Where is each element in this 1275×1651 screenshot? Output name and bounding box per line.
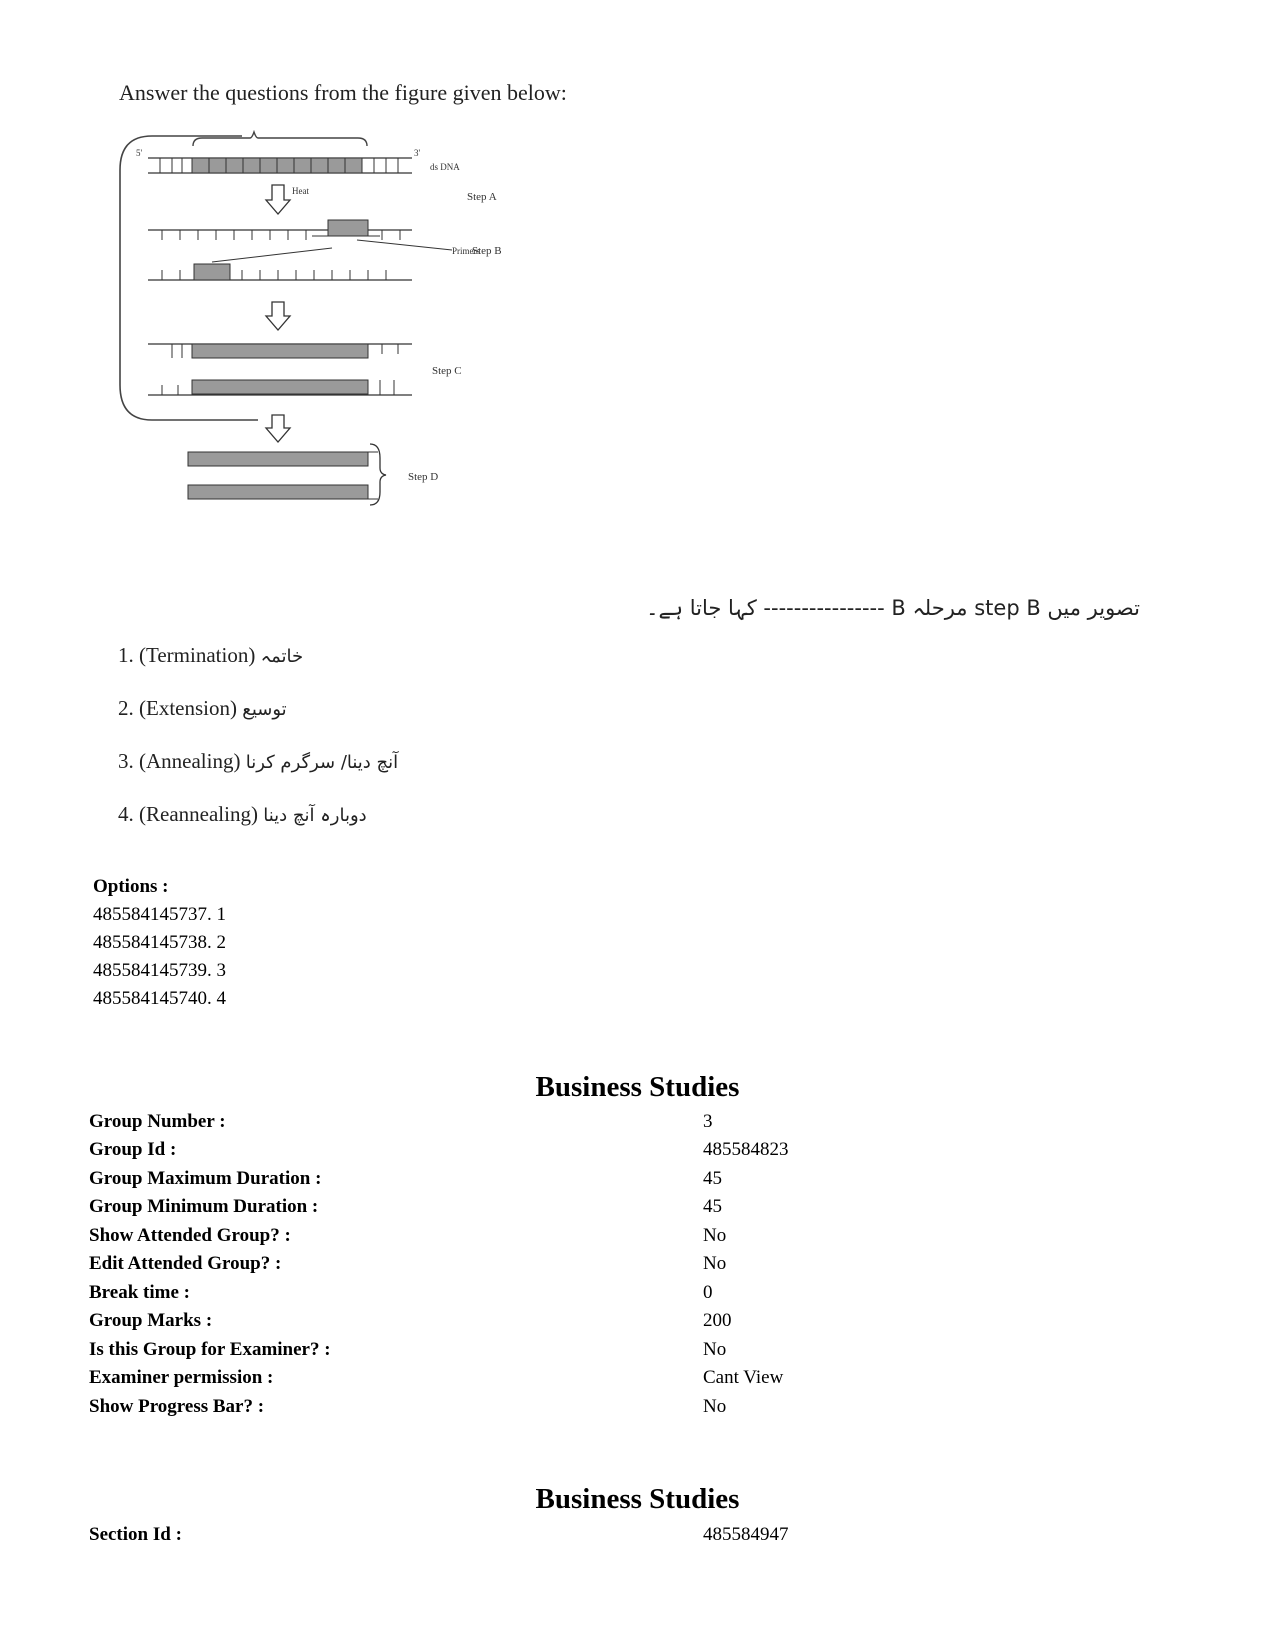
label-primers: Primers xyxy=(452,246,480,256)
label-step-b: Step B xyxy=(472,245,502,257)
label-heat: Heat xyxy=(292,186,309,196)
down-arrow-icon xyxy=(266,415,290,442)
examiner-group-value: No xyxy=(703,1339,727,1360)
label-5prime: 5' xyxy=(136,148,143,158)
section-id-value: 485584947 xyxy=(703,1524,789,1545)
group-title: Business Studies xyxy=(535,1071,740,1103)
choice-2: 2. (Extension) توسیع xyxy=(118,696,287,720)
edit-attended-label: Edit Attended Group? : xyxy=(89,1253,282,1274)
progress-bar-value: No xyxy=(703,1396,727,1417)
question-intro: Answer the questions from the figure given below: xyxy=(119,80,567,105)
choice-3: 3. (Annealing) آنچ دینا/ سرگرم کرنا xyxy=(118,749,399,773)
group-id-label: Group Id : xyxy=(89,1139,177,1160)
group-min-duration-label: Group Minimum Duration : xyxy=(89,1196,319,1217)
label-ds-dna: ds DNA xyxy=(430,162,460,172)
ds-dna-strand xyxy=(148,158,412,173)
group-min-duration-value: 45 xyxy=(703,1196,722,1217)
group-id-value: 485584823 xyxy=(703,1139,789,1160)
edit-attended-value: No xyxy=(703,1253,727,1274)
group-marks-label: Group Marks : xyxy=(89,1310,213,1331)
group-max-duration-value: 45 xyxy=(703,1168,722,1189)
label-step-c: Step C xyxy=(432,365,462,377)
group-number-value: 3 xyxy=(703,1111,713,1132)
primer-bottom xyxy=(194,264,230,280)
down-arrow-icon xyxy=(266,302,290,330)
option-item: 485584145738. 2 xyxy=(93,932,226,953)
show-attended-label: Show Attended Group? : xyxy=(89,1225,291,1246)
option-item: 485584145737. 1 xyxy=(93,904,226,925)
label-step-d: Step D xyxy=(408,471,439,483)
urdu-question-prompt: تصویر میں step B مرحلہ B ---------------- کہا جاتا ہے۔ xyxy=(646,596,1140,620)
option-item: 485584145740. 4 xyxy=(93,988,226,1009)
group-number-label: Group Number : xyxy=(89,1111,226,1132)
options-heading: Options : xyxy=(93,876,169,897)
primer-top xyxy=(328,220,368,236)
section-id-label: Section Id : xyxy=(89,1524,182,1545)
choice-1: 1. (Termination) خاتمہ xyxy=(118,643,304,667)
option-item: 485584145739. 3 xyxy=(93,960,226,981)
pcr-diagram xyxy=(112,130,572,530)
break-time-value: 0 xyxy=(703,1282,713,1303)
label-3prime: 3' xyxy=(414,148,421,158)
down-arrow-icon xyxy=(266,185,290,214)
examiner-group-label: Is this Group for Examiner? : xyxy=(89,1339,331,1360)
break-time-label: Break time : xyxy=(89,1282,190,1303)
label-step-a: Step A xyxy=(467,191,497,203)
examiner-permission-label: Examiner permission : xyxy=(89,1367,274,1388)
examiner-permission-value: Cant View xyxy=(703,1367,784,1388)
group-marks-value: 200 xyxy=(703,1310,732,1331)
show-attended-value: No xyxy=(703,1225,727,1246)
choice-4: 4. (Reannealing) دوبارہ آنچ دینا xyxy=(118,802,367,826)
section-title: Business Studies xyxy=(535,1483,740,1515)
progress-bar-label: Show Progress Bar? : xyxy=(89,1396,265,1417)
group-max-duration-label: Group Maximum Duration : xyxy=(89,1168,322,1189)
